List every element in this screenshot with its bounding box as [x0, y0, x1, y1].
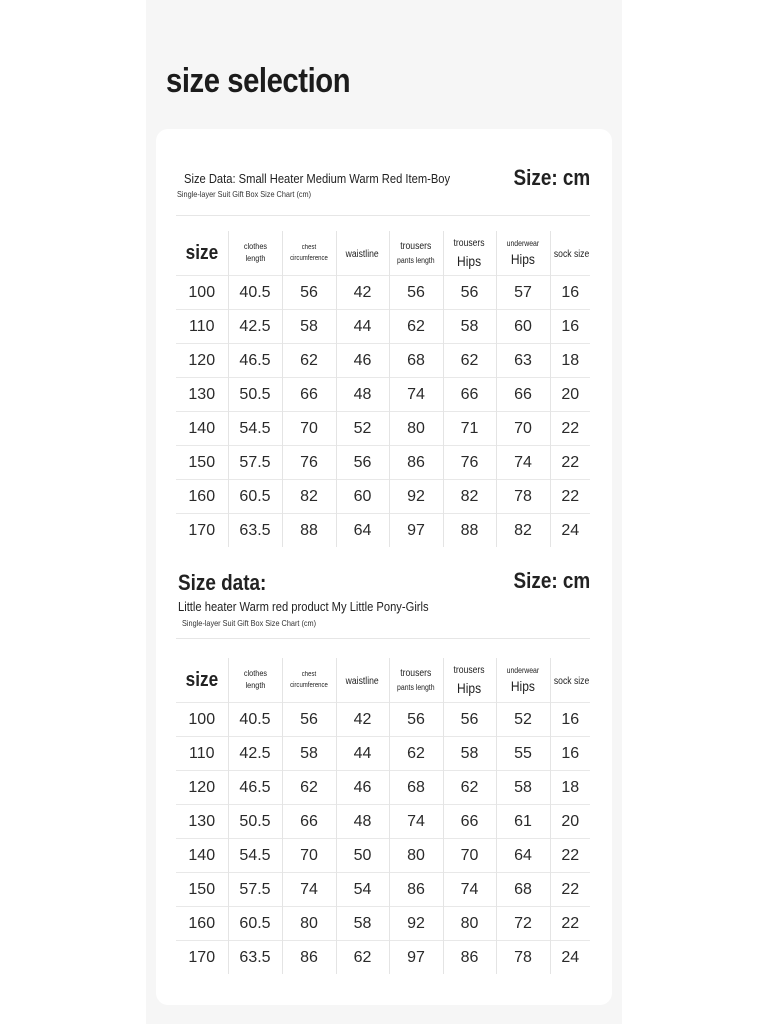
table-row [176, 412, 590, 446]
table-cell: 66 [496, 378, 550, 412]
table-cell: 68 [389, 771, 443, 805]
table-cell: 50 [336, 839, 389, 873]
size-card [156, 129, 612, 1005]
table-cell: 22 [550, 412, 590, 446]
col-underwear-hips: underwear Hips [496, 658, 550, 703]
table-cell: 60 [496, 310, 550, 344]
table-cell: 61 [496, 805, 550, 839]
col-clothes-length: clothes length [228, 658, 282, 703]
table-cell: 46 [336, 344, 389, 378]
table-cell: 62 [336, 941, 389, 975]
col-sock-size: sock size [553, 676, 589, 687]
table-cell: 56 [336, 446, 389, 480]
table-cell: 54.5 [228, 412, 282, 446]
divider [176, 638, 590, 639]
table-cell: 70 [443, 839, 496, 873]
table-row [176, 737, 590, 771]
table-row [176, 941, 590, 975]
boys-subtitle: Single-layer Suit Gift Box Size Chart (cm) [177, 189, 312, 199]
table-row [176, 378, 590, 412]
table-cell: 66 [282, 805, 336, 839]
table-cell: 63.5 [228, 514, 282, 548]
table-cell: 62 [443, 771, 496, 805]
girls-size-table [176, 658, 590, 974]
table-cell: 52 [336, 412, 389, 446]
col-waistline: waistline [336, 231, 389, 276]
table-row [176, 310, 590, 344]
table-cell: 58 [443, 737, 496, 771]
table-cell: 74 [443, 873, 496, 907]
table-cell: 150 [176, 446, 228, 480]
table-cell: 82 [282, 480, 336, 514]
table-cell: 20 [550, 805, 590, 839]
table-cell: 86 [443, 941, 496, 975]
table-cell: 46.5 [228, 771, 282, 805]
table-cell: 71 [443, 412, 496, 446]
table-cell: 60.5 [228, 480, 282, 514]
table-cell: 66 [443, 805, 496, 839]
table-cell: 57 [496, 276, 550, 310]
table-cell: 24 [550, 941, 590, 975]
col-size: size [176, 658, 228, 703]
col-trousers-length: trousers pants length [389, 231, 443, 276]
table-cell: 22 [550, 839, 590, 873]
table-cell: 46.5 [228, 344, 282, 378]
page-title: size selection [166, 62, 351, 100]
table-cell: 62 [389, 310, 443, 344]
col-underwear-hips: underwear Hips [496, 231, 550, 276]
table-cell: 78 [496, 941, 550, 975]
table-cell: 42.5 [228, 310, 282, 344]
girls-subtitle: Single-layer Suit Gift Box Size Chart (cm) [182, 618, 317, 628]
table-cell: 62 [389, 737, 443, 771]
table-cell: 110 [176, 310, 228, 344]
table-row [176, 805, 590, 839]
table-cell: 58 [496, 771, 550, 805]
table-cell: 78 [496, 480, 550, 514]
girls-heading: Size data: [178, 570, 267, 595]
boys-table-body [176, 276, 590, 548]
col-trousers-length: trousers pants length [389, 658, 443, 703]
table-cell: 54.5 [228, 839, 282, 873]
table-cell: 18 [550, 344, 590, 378]
table-cell: 120 [176, 771, 228, 805]
table-cell: 22 [550, 446, 590, 480]
table-row [176, 514, 590, 548]
table-cell: 66 [443, 378, 496, 412]
boys-unit: Size: cm [513, 165, 590, 190]
table-cell: 63.5 [228, 941, 282, 975]
girls-size-section [176, 568, 590, 974]
table-cell: 80 [282, 907, 336, 941]
table-row [176, 907, 590, 941]
table-row [176, 480, 590, 514]
table-cell: 58 [282, 310, 336, 344]
table-cell: 100 [176, 276, 228, 310]
table-cell: 42.5 [228, 737, 282, 771]
girls-header [176, 568, 590, 658]
table-cell: 80 [389, 839, 443, 873]
table-cell: 20 [550, 378, 590, 412]
table-cell: 52 [496, 703, 550, 737]
boys-header [176, 165, 590, 231]
table-cell: 58 [282, 737, 336, 771]
table-cell: 76 [443, 446, 496, 480]
table-cell: 130 [176, 805, 228, 839]
table-cell: 97 [389, 941, 443, 975]
table-cell: 56 [282, 276, 336, 310]
table-cell: 130 [176, 378, 228, 412]
table-cell: 66 [282, 378, 336, 412]
table-cell: 60.5 [228, 907, 282, 941]
divider [176, 215, 590, 216]
table-row [176, 703, 590, 737]
table-cell: 22 [550, 480, 590, 514]
table-cell: 16 [550, 276, 590, 310]
table-cell: 74 [282, 873, 336, 907]
table-cell: 16 [550, 703, 590, 737]
table-cell: 150 [176, 873, 228, 907]
table-cell: 62 [443, 344, 496, 378]
table-cell: 80 [443, 907, 496, 941]
table-cell: 57.5 [228, 873, 282, 907]
col-sock-size: sock size [553, 249, 589, 260]
table-cell: 110 [176, 737, 228, 771]
table-cell: 86 [282, 941, 336, 975]
table-cell: 88 [282, 514, 336, 548]
table-cell: 24 [550, 514, 590, 548]
table-cell: 63 [496, 344, 550, 378]
table-cell: 74 [389, 378, 443, 412]
table-cell: 54 [336, 873, 389, 907]
table-row [176, 771, 590, 805]
table-cell: 140 [176, 839, 228, 873]
table-header-row [176, 658, 590, 703]
boys-title: Size Data: Small Heater Medium Warm Red Item-Boy [184, 171, 451, 186]
table-cell: 22 [550, 907, 590, 941]
table-cell: 120 [176, 344, 228, 378]
table-cell: 160 [176, 480, 228, 514]
table-cell: 62 [282, 344, 336, 378]
table-cell: 170 [176, 941, 228, 975]
table-cell: 22 [550, 873, 590, 907]
table-cell: 55 [496, 737, 550, 771]
table-cell: 16 [550, 737, 590, 771]
table-cell: 40.5 [228, 703, 282, 737]
table-cell: 64 [496, 839, 550, 873]
table-cell: 74 [496, 446, 550, 480]
table-cell: 160 [176, 907, 228, 941]
table-cell: 56 [389, 703, 443, 737]
table-cell: 62 [282, 771, 336, 805]
table-cell: 88 [443, 514, 496, 548]
table-cell: 40.5 [228, 276, 282, 310]
boys-size-section [176, 165, 590, 547]
table-cell: 70 [282, 412, 336, 446]
table-cell: 100 [176, 703, 228, 737]
col-size: size [176, 231, 228, 276]
table-cell: 92 [389, 907, 443, 941]
table-header-row [176, 231, 590, 276]
table-row [176, 873, 590, 907]
col-clothes-length: clothes length [228, 231, 282, 276]
table-cell: 46 [336, 771, 389, 805]
table-cell: 92 [389, 480, 443, 514]
table-cell: 44 [336, 310, 389, 344]
table-cell: 48 [336, 805, 389, 839]
table-cell: 140 [176, 412, 228, 446]
table-row [176, 344, 590, 378]
girls-title: Little heater Warm red product My Little Pony-Girls [178, 599, 429, 614]
table-cell: 56 [443, 276, 496, 310]
table-cell: 82 [496, 514, 550, 548]
boys-size-table [176, 231, 590, 547]
table-cell: 74 [389, 805, 443, 839]
table-cell: 68 [496, 873, 550, 907]
table-cell: 42 [336, 703, 389, 737]
girls-table-body [176, 703, 590, 975]
col-trousers-hips: trousers Hips [443, 658, 496, 703]
table-row [176, 446, 590, 480]
table-cell: 42 [336, 276, 389, 310]
table-cell: 82 [443, 480, 496, 514]
col-chest-circumference: chest circumference [282, 658, 336, 703]
table-cell: 50.5 [228, 805, 282, 839]
table-cell: 70 [282, 839, 336, 873]
table-cell: 70 [496, 412, 550, 446]
table-cell: 18 [550, 771, 590, 805]
table-cell: 56 [282, 703, 336, 737]
table-row [176, 839, 590, 873]
table-cell: 57.5 [228, 446, 282, 480]
col-trousers-hips: trousers Hips [443, 231, 496, 276]
table-cell: 64 [336, 514, 389, 548]
girls-unit: Size: cm [513, 568, 590, 593]
table-cell: 58 [443, 310, 496, 344]
table-cell: 16 [550, 310, 590, 344]
table-cell: 56 [443, 703, 496, 737]
table-cell: 68 [389, 344, 443, 378]
table-cell: 48 [336, 378, 389, 412]
table-cell: 60 [336, 480, 389, 514]
table-cell: 86 [389, 873, 443, 907]
col-waistline: waistline [336, 658, 389, 703]
table-cell: 56 [389, 276, 443, 310]
col-chest-circumference: chest circumference [282, 231, 336, 276]
table-row [176, 276, 590, 310]
table-cell: 170 [176, 514, 228, 548]
table-cell: 80 [389, 412, 443, 446]
table-cell: 86 [389, 446, 443, 480]
table-cell: 58 [336, 907, 389, 941]
table-cell: 97 [389, 514, 443, 548]
table-cell: 72 [496, 907, 550, 941]
table-cell: 50.5 [228, 378, 282, 412]
table-cell: 44 [336, 737, 389, 771]
table-cell: 76 [282, 446, 336, 480]
